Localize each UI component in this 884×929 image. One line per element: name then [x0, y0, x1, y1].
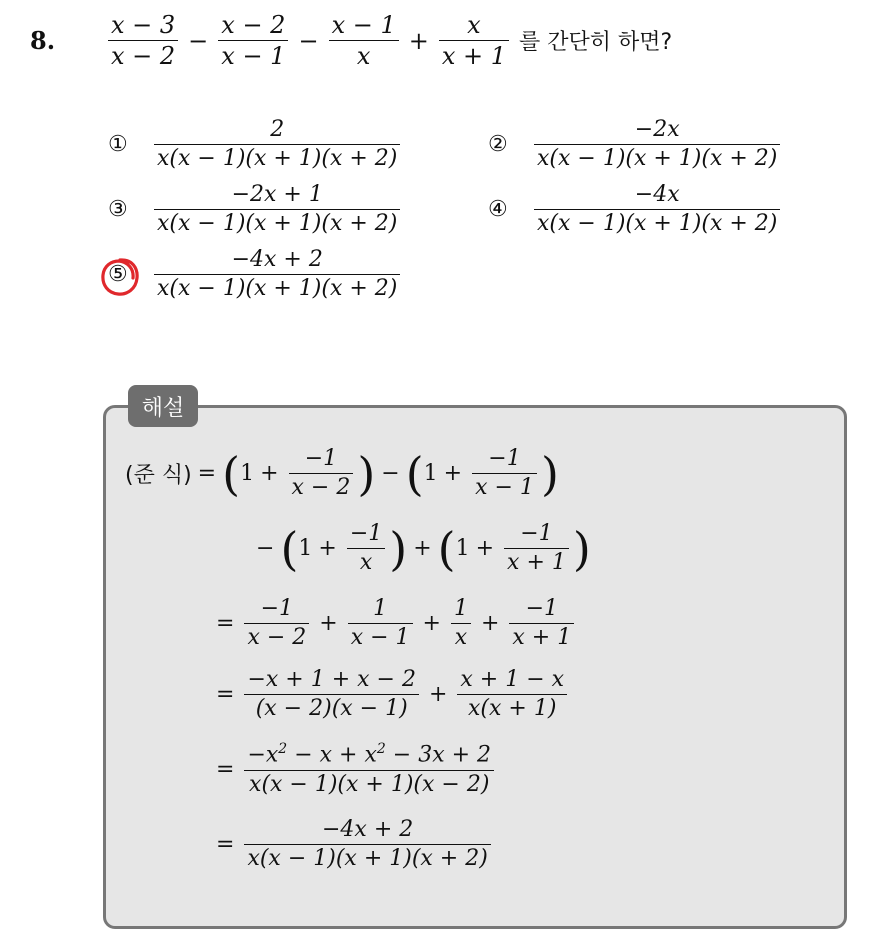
choice-mark: ①: [108, 132, 128, 158]
problem-fraction-4: $\frac{x}{x + 1}$: [439, 12, 509, 70]
choice-1[interactable]: [108, 118, 404, 171]
choice-5[interactable]: [108, 248, 404, 301]
choice-2[interactable]: [488, 118, 784, 171]
choice-fraction: $\frac{-4x}{x(x - 1)(x + 1)(x + 2)}$: [534, 183, 780, 236]
choice-4[interactable]: [488, 183, 784, 236]
choice-3[interactable]: [108, 183, 404, 236]
choice-fraction: $\frac{-4x + 2}{x(x - 1)(x + 1)(x + 2)}$: [154, 248, 400, 301]
choice-mark: ④: [488, 197, 508, 223]
choice-fraction: $\frac{-2x}{x(x - 1)(x + 1)(x + 2)}$: [534, 118, 780, 171]
solution-line-3: = $\frac{-1}{x - 2}$ + $\frac{1}{x - 1}$ + $\frac{1}{x}$ + $\frac{-1}{x + 1}$: [210, 597, 578, 650]
solution-tag: 해설: [128, 385, 198, 427]
question-number: 8.: [30, 26, 56, 56]
choice-fraction: $\frac{-2x + 1}{x(x - 1)(x + 1)(x + 2)}$: [154, 183, 400, 236]
choice-mark: ⑤: [108, 262, 128, 288]
problem-fraction-2: $\frac{x - 2}{x - 1}$: [218, 12, 288, 70]
lhs-label: (준 식): [125, 463, 192, 489]
solution-line-2: − ( 1 + $\frac{-1}{x}$ ) + ( 1 + $\frac{-1}{x + 1}$ ): [256, 521, 591, 576]
answer-circle-icon: [98, 255, 142, 299]
problem-fraction-1: $\frac{x - 3}{x - 2}$: [108, 12, 178, 70]
solution-line-4: = $\frac{-x + 1 + x - 2}{(x - 2)(x - 1)}$ + $\frac{x + 1 - x}{x(x + 1)}$: [210, 668, 571, 721]
solution-line-6: = $\frac{-4x + 2}{x(x - 1)(x + 1)(x + 2)}$: [210, 818, 495, 871]
problem-operator: −: [188, 26, 209, 55]
question-text: 를 간단히 하면?: [519, 30, 673, 56]
problem-fraction-3: $\frac{x - 1}{x}$: [329, 12, 399, 70]
problem-statement: [30, 12, 672, 70]
choice-mark: ②: [488, 132, 508, 158]
choice-fraction: $\frac{2}{x(x - 1)(x + 1)(x + 2)}$: [154, 118, 400, 171]
solution-line-5: = $\frac{-x^2 - x + x^2 - 3x + 2}{x(x - 1)(x + 1)(x - 2)}$: [210, 742, 498, 797]
problem-operator: +: [408, 26, 429, 55]
choice-mark: ③: [108, 197, 128, 223]
solution-line-1: (준 식) = ( 1 + $\frac{-1}{x - 2}$ ) − ( 1 + $\frac{-1}{x - 1}$ ): [125, 446, 559, 501]
problem-operator: −: [298, 26, 319, 55]
